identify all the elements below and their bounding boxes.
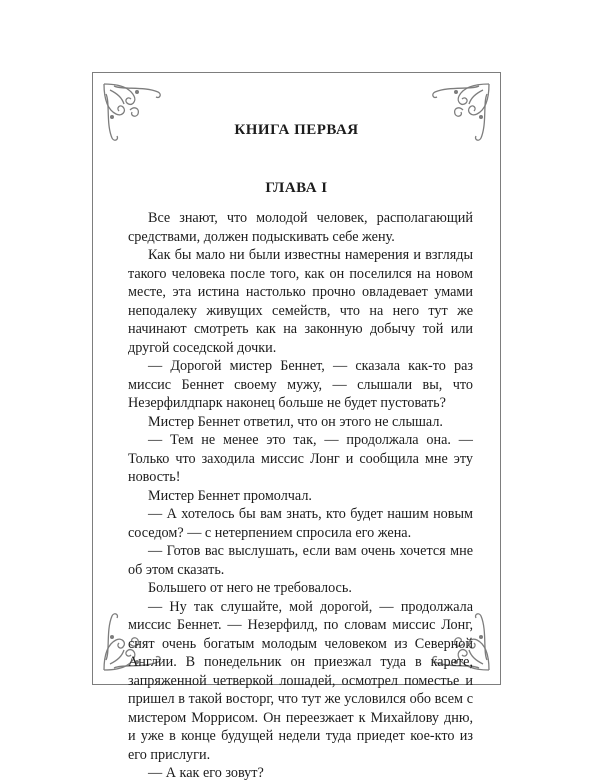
paragraph: Мистер Беннет промолчал. (148, 487, 312, 504)
corner-ornament-top-right (423, 80, 493, 150)
chapter-title: ГЛАВА I (265, 180, 328, 196)
paragraph: — Дорогой мистер Беннет, — сказала как-то раз миссис Беннет своему мужу, — слышали вы, что Незерфилдпарк наконец больше не будет пустовать? (128, 358, 473, 411)
paragraph: — Готов вас выслушать, если вам очень хочется мне об этом сказать. (128, 543, 473, 578)
paragraph: Большего от него не требовалось. (148, 580, 352, 596)
paragraph: Как бы мало ни были известны намерения и взгляды такого человека после того, как он поселился на новом месте, эта истина настолько прочно овладевает умами неподалеку живущих семейств, что на него тут же начинают смотреть как на законную добычу той или другой соседской дочки. (128, 247, 473, 356)
paragraph: — А как его зовут? (148, 765, 264, 781)
paragraph: Мистер Беннет ответил, что он этого не слышал. (148, 413, 443, 430)
paragraph: — Тем не менее это так, — продолжала она. — Только что заходила миссис Лонг и сообщила мне эту новость! (128, 432, 473, 485)
paragraph: Все знают, что молодой человек, располагающий средствами, должен подыскивать себе жену. (128, 210, 473, 245)
chapter-body-text (128, 209, 473, 783)
corner-ornament-top-left (100, 80, 170, 150)
book-title: КНИГА ПЕРВАЯ (234, 122, 359, 138)
paragraph: — Ну так слушайте, мой дорогой, — продолжала миссис Беннет. — Незерфилд, по словам миссис Лонг, снят очень богатым молодым человеком из Северной Англии. В понедельник он приезжал туда в карете, запряженной четверкой лошадей, осмотрел поместье и пришел в такой восторг, что тут же условился обо всем с мистером Моррисом. Он переезжает к Михайлову дню, и уже в конце будущей недели туда приедет кое-кто из его прислуги. (128, 598, 473, 763)
paragraph: — А хотелось бы вам знать, кто будет нашим новым соседом? — с нетерпением спросила его жена. (128, 506, 473, 541)
